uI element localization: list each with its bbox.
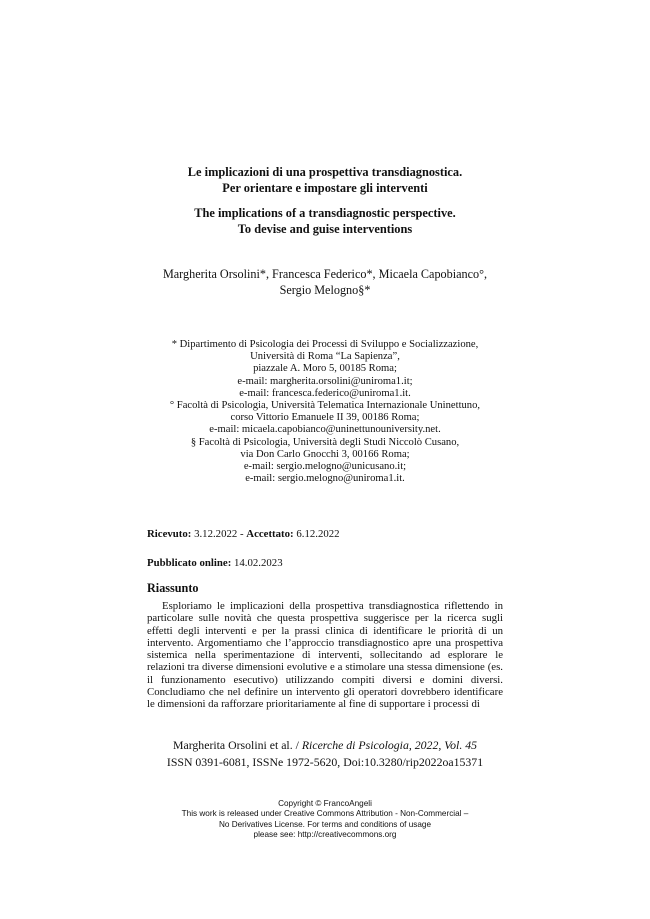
received-date: 3.12.2022 — [194, 528, 238, 540]
received-label: Ricevuto: — [147, 528, 192, 540]
license-link: please see: http://creativecommons.org — [253, 830, 397, 840]
affiliation-line: corso Vittorio Emanuele II 39, 00186 Roma; — [230, 412, 420, 424]
affiliation-line: ° Facoltà di Psicologia, Università Telematica Internazionale Uninettuno, — [169, 400, 481, 412]
abstract-heading: Riassunto — [147, 581, 199, 595]
affiliation-email: e-mail: margherita.orsolini@uniroma1.it; — [237, 375, 413, 387]
affiliation-line: Università di Roma “La Sapienza”, — [250, 351, 400, 363]
citation-line — [0, 737, 650, 753]
affiliation-line: piazzale A. Moro 5, 00185 Roma; — [253, 363, 397, 375]
affiliation-email: e-mail: micaela.capobianco@uninettunouniversity.net. — [209, 424, 441, 436]
affiliation-email: e-mail: francesca.federico@uniroma1.it. — [239, 387, 411, 399]
license-line: No Derivatives License. For terms and conditions of usage — [218, 819, 432, 829]
affiliation-line: § Facoltà di Psicologia, Università degli Studi Niccolò Cusano, — [190, 436, 460, 448]
affiliation-line: via Don Carlo Gnocchi 3, 00166 Roma; — [240, 448, 410, 460]
license-line: This work is released under Creative Commons Attribution - Non-Commercial – — [181, 809, 469, 819]
affiliation-line: * Dipartimento di Psicologia dei Processi di Sviluppo e Socializzazione, — [171, 339, 479, 350]
affiliation-email: e-mail: sergio.melogno@unicusano.it; — [243, 461, 407, 473]
title-english-line: To devise and guise interventions — [237, 222, 413, 236]
title-italian-line: Le implicazioni di una prospettiva transdiagnostica. — [187, 165, 463, 179]
title-english — [0, 205, 650, 237]
published-label: Pubblicato online: — [147, 557, 232, 569]
author-line: Margherita Orsolini*, Francesca Federico*, Micaela Capobianco°, — [162, 267, 488, 281]
copyright-line: Copyright © FrancoAngeli — [278, 799, 372, 808]
affiliation-email: e-mail: sergio.melogno@uniroma1.it. — [245, 473, 405, 485]
accepted-date: 6.12.2022 — [296, 528, 340, 540]
date-separator: - — [239, 528, 244, 540]
published-line — [147, 556, 283, 570]
citation-authors: Margherita Orsolini et al. / — [172, 738, 299, 752]
title-italian-line: Per orientare e impostare gli interventi — [222, 181, 428, 195]
author-list — [0, 266, 650, 298]
published-date: 14.02.2023 — [234, 557, 283, 569]
author-line: Sergio Melogno§* — [279, 283, 371, 297]
accepted-label: Accettato: — [246, 528, 294, 540]
citation-identifiers: ISSN 0391-6081, ISSNe 1972-5620, Doi:10.3280/rip2022oa15371 — [166, 755, 484, 769]
citation-journal: Ricerche di Psicologia, 2022, Vol. 45 — [301, 738, 478, 752]
affiliations — [0, 339, 650, 485]
abstract-body: Esploriamo le implicazioni della prospettiva transdiagnostica riflettendo in particolare sulle novità che questa prospettiva suggerisce per la ricerca sugli effetti degli interventi e per la prassi clinica di identificare le priorità di un intervento. Argomentiamo che l’approccio transdiagnostico apre una prospettiva sistemica nella sperimentazione di interventi, sollecitando ad esplorare le relazioni tra diverse dimensioni evolutive e a stimolare una stessa dimensione (es. il funzionamento esecutivo) utilizzando compiti diversi e domini diversi. Concludiamo che nel definire un intervento gli operatori dovrebbero identificare le dimensioni da rafforzare prioritariamente al fine di supportare i processi di — [147, 600, 503, 711]
title-italian — [0, 164, 650, 196]
title-english-line: The implications of a transdiagnostic perspective. — [194, 206, 456, 220]
received-accepted-line — [147, 527, 340, 541]
copyright-notice — [0, 799, 650, 841]
